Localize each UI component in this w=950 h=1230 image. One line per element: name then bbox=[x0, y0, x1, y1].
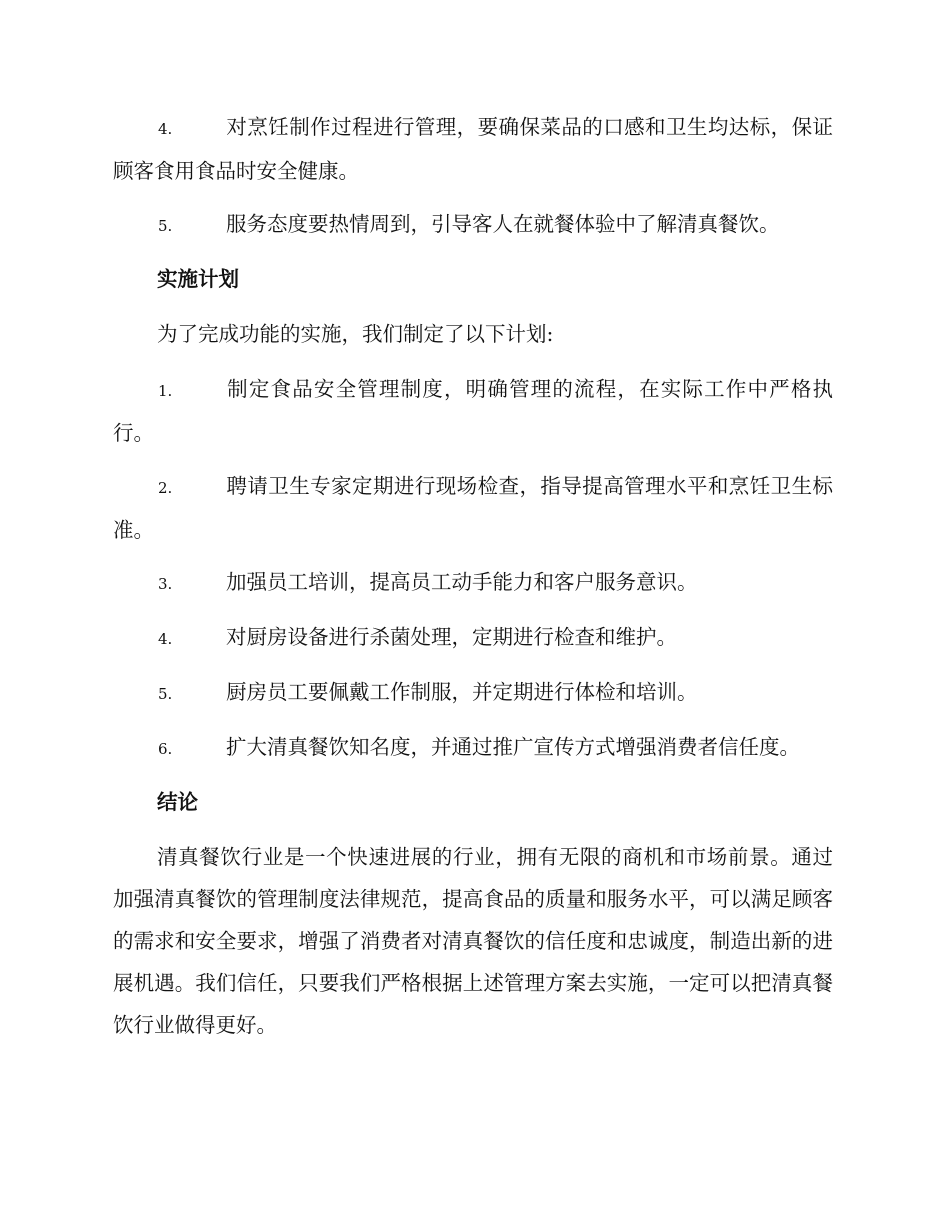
list-text: 厨房员工要佩戴工作制服，并定期进行体检和培训。 bbox=[226, 680, 698, 704]
list-number: 2. bbox=[158, 479, 173, 497]
plan-intro: 为了完成功能的实施，我们制定了以下计划: bbox=[157, 322, 554, 346]
conclusion-paragraph: 清真餐饮行业是一个快速进展的行业，拥有无限的商机和市场前景。通过加强清真餐饮的管理制度法律规范，提高食品的质量和服务水平，可以满足顾客的需求和安全要求，增强了消费者对清真餐饮的信任度和忠诚度，制造出新的进展机遇。我们信任，只要我们严格根据上述管理方案去实施，一定可以把清真餐饮行业做得更好。 bbox=[113, 845, 833, 1037]
list-number: 3. bbox=[158, 575, 173, 593]
section-heading-conclusion: 结论 bbox=[157, 790, 198, 814]
list-item bbox=[113, 368, 833, 454]
list-text: 制定食品安全管理制度，明确管理的流程，在实际工作中严格执行。 bbox=[113, 377, 833, 445]
section-heading-plan: 实施计划 bbox=[157, 267, 239, 291]
list-item bbox=[113, 203, 833, 247]
list-item bbox=[113, 671, 833, 715]
list-text: 加强员工培训，提高员工动手能力和客户服务意识。 bbox=[226, 570, 698, 594]
list-text: 对烹饪制作过程进行管理，要确保菜品的口感和卫生均达标，保证顾客食用食品时安全健康。 bbox=[113, 115, 833, 183]
list-number: 1. bbox=[158, 382, 173, 400]
list-number: 4. bbox=[158, 120, 173, 138]
list-number: 5. bbox=[158, 217, 173, 235]
list-text: 聘请卫生专家定期进行现场检查，指导提高管理水平和烹饪卫生标准。 bbox=[113, 474, 833, 542]
list-number: 5. bbox=[158, 685, 173, 703]
list-number: 6. bbox=[158, 740, 173, 758]
list-text: 对厨房设备进行杀菌处理，定期进行检查和维护。 bbox=[226, 625, 677, 649]
list-item bbox=[113, 465, 833, 551]
list-number: 4. bbox=[158, 630, 173, 648]
list-text: 扩大清真餐饮知名度，并通过推广宣传方式增强消费者信任度。 bbox=[226, 735, 800, 759]
list-item bbox=[113, 726, 833, 770]
list-item bbox=[113, 616, 833, 660]
list-item bbox=[113, 561, 833, 605]
list-item bbox=[113, 106, 833, 192]
list-text: 服务态度要热情周到，引导客人在就餐体验中了解清真餐饮。 bbox=[226, 212, 780, 236]
